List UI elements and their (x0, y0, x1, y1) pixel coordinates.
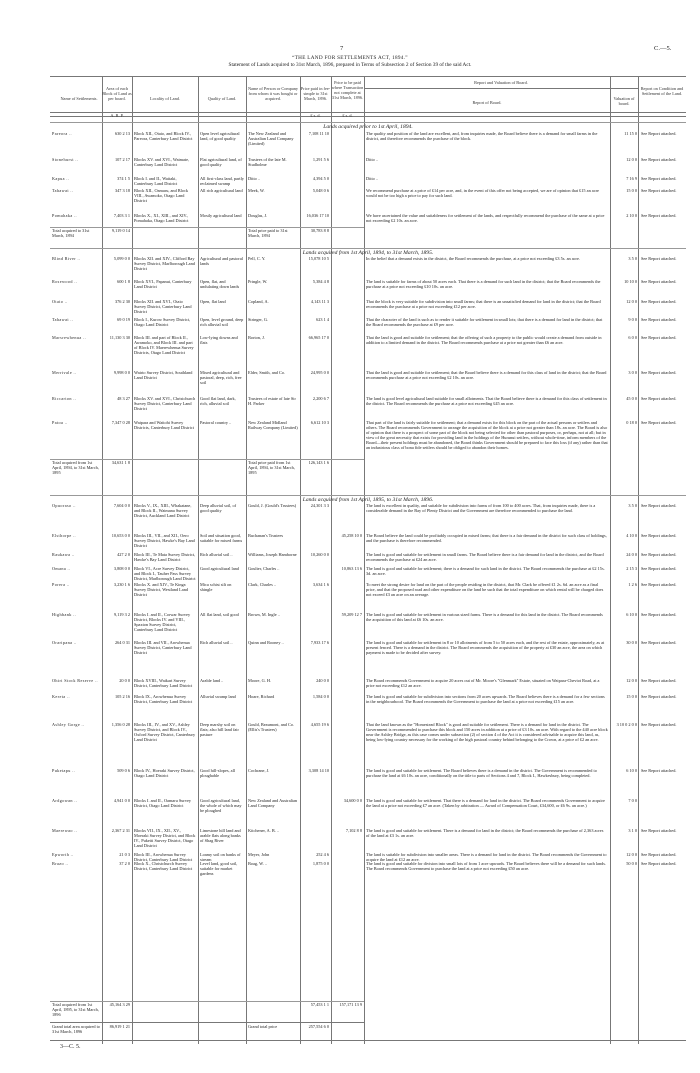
cell-name: Maerewao .. (52, 828, 78, 833)
cell-valuation: 3 1 0 (628, 828, 637, 833)
cell-valuation: 1 2 6 (628, 582, 637, 587)
cell-name: Ohiri Stock Reserve .. (52, 678, 98, 683)
cell-remarks: See Report attached. (641, 157, 677, 162)
cell-locality: Block X., Christchurch Survey District, Canterbury Land District (134, 861, 193, 872)
cell-remarks: See Report attached. (641, 852, 677, 857)
cell-valuation: 10 10 0 (624, 279, 637, 284)
cell-valuation: 2 10 0 (626, 213, 637, 218)
cell-owner: Buchanan's Trustees (248, 533, 284, 538)
cell-name: Otaio .. (52, 299, 68, 304)
grand-total-price: 257,554 6 0 (308, 1024, 329, 1029)
cell-remarks: See Report attached. (641, 566, 677, 571)
cell-name: Ardgowan .. (52, 798, 78, 803)
cell-locality: Block III., Te Mata Survey District, Hawke's Bay Land District (134, 552, 196, 563)
total-label: Total acquired from 1st April, 1895, to 31st March, 1896 (52, 1002, 99, 1018)
cell-remarks: See Report attached. (641, 317, 677, 322)
cell-owner: Borton, J. (248, 335, 265, 340)
cell-locality: Blocks III., IV., and XV., Ashley Survey District, and Block IV., Oxford Survey District, Canterbury Land District (134, 722, 196, 743)
cell-area: 5,099 0 0 (113, 256, 130, 261)
column-header-topay: Price to be paid where Transaction not complete at 31st March, 1896. (331, 80, 364, 101)
cell-owner: Moore, G. H. (248, 678, 272, 683)
cell-owner: Meek, W. (248, 188, 265, 193)
cell-owner: Trustees of estate of late Sir H. Parker (248, 396, 296, 407)
cell-owner: Trustees of the late M. Studholme (248, 157, 287, 168)
cell-locality: Blocks I. and II., Oamaru Survey District, Otago Land District (134, 798, 192, 809)
cell-owner: Stringer, G. (248, 317, 268, 322)
cell-area: 105 2 16 (114, 694, 130, 699)
cell-report: Ditto .. (366, 176, 379, 181)
cell-owner: Gould, J. (Gould's Trustees) (248, 503, 297, 508)
cell-name: Oraripana .. (52, 640, 77, 645)
cell-area: 2,367 2 31 (111, 828, 130, 833)
cell-area: 48 3 27 (117, 396, 130, 401)
cell-name: Kapua .. (52, 176, 70, 181)
cell-quality: Limestone hill land and arable flats along banks of Shag River (200, 828, 241, 844)
cell-remarks: See Report attached. (641, 582, 677, 587)
cell-locality: Blocks V., IX., XIII., Whakatane, and Block II., Waimana Survey District, Auckland Land District (134, 503, 192, 519)
section-rule (50, 248, 686, 249)
cell-valuation: 6 10 0 (626, 612, 637, 617)
total-area: 45,164 3 29 (109, 1002, 130, 1007)
cell-price: 16,036 17 10 (306, 213, 329, 218)
total-rule (50, 227, 364, 228)
cell-valuation: 15 0 0 (626, 694, 637, 699)
cell-quality: Agricultural and pastoral lands (200, 256, 243, 267)
cell-report: That part of the land is fairly suitable for settlement; that a demand exists for this block on the part of the actual persons or settlers and others. The Board recommends Government to arrange the acquisition of the block at a price not greater than 18s. an acre. The Board is also of opinion that there is a prospect of some part of the block not being selected for other than pastoral purposes, or, perhaps, not at all; but in view of the great necessity that exists for providing land in the holdings of the Hurunui settlers, without whole-time, inform members of the Board—their present holdings must be abandoned, the Board thinks Government should be prepared to face this loss (if any) rather than that an industrious class of bona fide settlers should be obliged to abandon their homes. (366, 420, 608, 451)
cell-owner: Pringle, W. (248, 279, 268, 284)
cell-name: Marsrewhenua .. (52, 335, 87, 340)
cell-report: The land is good and suitable for settlement in 8 or 10 allotments of from 5 to 50 acres each, and the rest of the estate, approximately, as at present fenced. There is a demand in the district. The Board recommends the acquisition of the property at £30 an acre, the area on which payment is made to be decided after survey. (366, 640, 605, 656)
cell-name: Raukawa .. (52, 552, 75, 557)
cell-price: 5,048 0 6 (312, 188, 329, 193)
cell-price: 10,260 0 0 (310, 552, 329, 557)
total-label: Total acquired to 31st March, 1894 (52, 228, 90, 239)
cell-name: Highbank .. (52, 612, 77, 617)
cell-report: That the block is very suitable for subdivision into small farms; that there is an unsatisfied demand for land in the district; that the Board recommends the purchase at a price not exceeding £12 per acre. (366, 299, 601, 310)
cell-valuation: 12 0 0 (626, 157, 637, 162)
cell-remarks: See Report attached. (641, 279, 677, 284)
grand-total-rule (50, 1022, 364, 1023)
column-header-report: Report of Board. (472, 100, 502, 105)
cell-quality: Arable land .. (200, 678, 224, 683)
column-header-area: Area of each Block of Land as per board. (102, 86, 132, 102)
cell-owner: The New Zealand and Australian Land Company (Limited) (248, 131, 294, 147)
cell-quality: Flat agricultural land, of good quality (200, 157, 242, 168)
cell-locality: Block III. and part of Block II., Awamoko, and Block III. and part of Block IV. Maerewhenua Survey Districts, Otago Land District (134, 335, 194, 356)
cell-price: 3,634 1 6 (312, 582, 329, 587)
cell-quality: Level land, good soil, suitable for market gardens (200, 861, 238, 877)
cell-locality: Block XII., Otaio, and Block IV., Pareora, Canterbury Land District (134, 131, 193, 142)
cell-remarks: See Report attached. (641, 678, 677, 683)
cell-name: Riccarton .. (52, 396, 77, 401)
cell-owner: New Zealand and Australian Land Company (248, 798, 298, 809)
cell-owner: Douglas, J. (248, 213, 268, 218)
section-heading: Lands acquired from 1st April, 1895, to 31st March, 1896. (302, 497, 434, 503)
cell-report: The land is good and suitable for settlement. The Board believes there is a demand in the district. The Government is recommended to purchase the land at £6 10s. an acre, conditionally on the title to parts of Sections 4 and 7, Block I., Hawkesbury, being completed. (366, 768, 597, 779)
cell-report: The land is suitable for subdivision into smaller areas. There is a demand for land in the district. The Board recommends the Government to acquire the land at £12 an acre. (366, 852, 607, 863)
cell-locality: Block XVI., Papanui, Canterbury Land District (134, 279, 192, 290)
cell-valuation: 3 5 0 (628, 503, 637, 508)
cell-remarks: See Report attached. (641, 131, 677, 136)
cell-name: Omana .. (52, 566, 71, 571)
cell-area: 1,356 0 28 (111, 722, 130, 727)
cell-topay: 10,863 13 6 (341, 566, 362, 571)
cell-price: 24,301 3 3 (310, 503, 329, 508)
cell-price: 240 0 0 (316, 678, 329, 683)
total-price-label: Total price paid from 1st April, 1894, to 31st March, 1895 (248, 460, 295, 476)
cell-valuation: 45 0 0 (626, 396, 637, 401)
cell-remarks: See Report attached. (641, 694, 677, 699)
cell-remarks: See Report attached. (641, 370, 677, 375)
cell-valuation: 50 0 0 (626, 861, 637, 866)
grand-total-area: 86,919 1 21 (109, 1024, 130, 1029)
cell-remarks: See Report attached. (641, 828, 677, 833)
cell-locality: Blocks X., XI., XIII., and XIV., Pomahaka, Otago Land District (134, 213, 189, 224)
cell-price: 3,308 14 10 (308, 768, 329, 773)
cell-quality: Mica schist silt on shingle (200, 582, 232, 593)
cell-name: Merrivale .. (52, 370, 77, 375)
cell-name: Blind River .. (52, 256, 81, 261)
cell-remarks: See Report attached. (641, 533, 677, 538)
cell-report: To meet the strong desire for land on the part of the people residing in the district, that Mr. Clark be offered £1 2s. 6d. an acre as a final price, and that the proposed road and other expenditure on the land be such that the total expenditure on which rental will be charged does not exceed £3 an acre on an average. (366, 582, 604, 598)
cell-valuation: 24 0 0 (626, 552, 637, 557)
cell-owner: Copland, A. (248, 299, 269, 304)
cell-area: 20 0 0 (119, 678, 130, 683)
cell-price: 4,143 11 3 (310, 299, 329, 304)
cell-remarks: See Report attached. (641, 335, 677, 340)
cell-area: 630 2 13 (114, 131, 130, 136)
cell-locality: Block VI., Acre Survey District, and Block I., Tauher Pass Survey District, Marlborough Land District (134, 566, 196, 582)
cell-topay: 34,600 0 0 (343, 798, 362, 803)
cell-area: 376 2 30 (114, 299, 130, 304)
cell-owner: Kitchener, A. B. .. (248, 828, 280, 833)
cell-locality: Block XVIII., Waikari Survey District, Canterbury Land District (134, 678, 193, 689)
cell-locality: Blocks XV. and XVI., Christchurch Survey District, Canterbury Land District (134, 396, 196, 412)
cell-name: Stonehurst .. (52, 157, 79, 162)
cell-quality: Open, flat, and undulating down lands (200, 279, 240, 290)
cell-owner: New Zealand Midland Railway Company (Limited) (248, 420, 298, 431)
cell-price: 1,584 0 0 (312, 694, 329, 699)
cell-name: Pareora .. (52, 131, 72, 136)
cell-report: That the land is good and suitable for settlement; that the offering of such a property to the public would create a demand from outside in addition to a limited demand in the district. The Board recommends purchase at a price not greater than £6 an acre. (366, 335, 602, 346)
cell-report: That the land is good and suitable for settlement; that the Board believe there is a demand for this class of land in the district; that the Board recommends purchase at a price not exceeding £2 10s. an acre. (366, 370, 607, 381)
cell-name: Ashley Gorge .. (52, 722, 85, 727)
total-rule (50, 459, 364, 460)
cell-valuation: 6 10 0 (626, 768, 637, 773)
cell-quality: Good hill-slopes, all ploughable (200, 768, 235, 779)
cell-quality: Soil and situation good, suitable for mixed farms (200, 533, 243, 544)
cell-report: The land is good and suitable for settlement. That there is a demand for land in the district. The Board recommends Government to acquire the land at a price not exceeding £7 an acre. (Taken by arbitration — Award of Compensation Court, £34,600, or £6 9s. an acre.) (366, 798, 605, 809)
cell-name: Tahawai .. (52, 188, 74, 193)
section-heading: Lands acquired prior to 1st April, 1894. (323, 124, 413, 130)
cell-report: The quality and position of the land are excellent, and, from inquiries made, the Board believe there is a demand for small farms in the district, and therefore recommends the purchase of the block. (366, 131, 598, 142)
cell-locality: Block I., Kurow Survey District, Otago Land District (134, 317, 191, 328)
total-price: 30,783 8 8 (310, 228, 329, 233)
section-rule (50, 495, 686, 496)
cell-report: We have ascertained the value and suitableness for settlement of the lands, and respectfully recommend the purchase of the same at a price not exceeding £2 10s. an acre. (366, 213, 605, 224)
cell-price: 2,200 6 7 (312, 396, 329, 401)
cell-area: 21 0 3 (119, 852, 130, 857)
cell-owner: Williams, Joseph Hamborne (248, 552, 297, 557)
cell-area: 69 0 19 (117, 317, 130, 322)
cell-report: That the land known as the "Homestead Block" is good and suitable for settlement. There is a demand for land in the district. The Government is recommended to purchase this block and 150 acres in addition at a price of £3 10s. an acre. With regard to the 440 acre block near the Ashley Bridge, as this case comes under subsection (2) of section 4 of the Act it is considered advisable to acquire this land, as, being low-lying country necessary for the working of the high pastoral country behind belonging to the Crown, at a price of £2 an acre. (366, 722, 608, 743)
cell-area: 11,130 3 30 (109, 335, 130, 340)
cell-area: 509 0 6 (117, 768, 130, 773)
cell-valuation: 12 0 0 (626, 678, 637, 683)
cell-quality: All rich agricultural land (200, 188, 243, 193)
document-subtitle: Statement of Lands acquired to 31st March, 1896, prepared in Terms of Subsection 2 of Section 39 of the said Act. (228, 62, 472, 68)
cell-owner: Ditto .. (248, 176, 261, 181)
cell-quality: Open level agricultural land, of good quality (200, 131, 240, 142)
cell-valuation: 12 0 0 (626, 852, 637, 857)
cell-quality: Deep alluvial soil, of good quality (200, 503, 237, 514)
cell-name: Porera .. (52, 582, 70, 587)
cell-valuation: 30 0 0 (626, 640, 637, 645)
cell-name: Puketapu .. (52, 768, 76, 773)
cell-quality: Open, level ground, deep rich alluvial soil (200, 317, 244, 328)
cell-locality: Blocks III., VII., and XII., Oero Survey District, Hawke's Bay Land District (134, 533, 195, 549)
cell-valuation: 4 10 0 (626, 533, 637, 538)
cell-quality: Open, flat land (200, 299, 226, 304)
cell-locality: Blocks III. and VII., Arowhenua Survey District, Canterbury Land District (134, 640, 192, 656)
cell-owner: Goulter, Charles .. (248, 566, 280, 571)
cell-report: The land is good level agricultural land suitable for small allotments. That the Board believe there is a demand for this class of settlement in the district. The Board recommends the purchase at a price not exceeding £45 an acre. (366, 396, 607, 407)
cell-price: 252 4 6 (316, 852, 329, 857)
cell-report: The land is good and suitable for subdivision into sections from 20 acres upwards. The Board believes there is a demand for a few sections in the neighbourhood. The Board recommends the Government to purchase the land at a price not exceeding £15 an acre. (366, 694, 605, 705)
cell-quality: Good flat land, dark, rich, alluvial soil (200, 396, 236, 407)
cell-quality: Loamy soil on banks of stream (200, 852, 241, 863)
cell-valuation: 0 18 0 (626, 420, 637, 425)
cell-valuation: 12 0 0 (626, 299, 637, 304)
cell-report: We recommend purchase at a price of £14 per acre, and, in the event of this offer not being accepted, we are of opinion that £15 an acre would not be too high a price to pay for such land. (366, 188, 599, 199)
cell-quality: Mixed agricultural and pastoral, deep, rich, free soil (200, 370, 242, 386)
cell-area: 600 1 8 (117, 279, 130, 284)
cell-area: 7,604 0 0 (113, 503, 130, 508)
cell-valuation: 11 15 0 (624, 131, 637, 136)
cell-locality: Blocks XII. and XVI., Otaio Survey District, Canterbury Land District (134, 299, 192, 315)
cell-valuation: 2 15 3 (626, 566, 637, 571)
cell-valuation: 9 0 0 (628, 317, 637, 322)
cell-quality: Deep marshy soil on flats; also hill land fair pasture (200, 722, 239, 738)
cell-report: The land is suitable for farms of about 50 acres each. That there is a demand for such land in the district; that the Board recommends the purchase at a price not exceeding £10 10s. an acre. (366, 279, 601, 290)
cell-area: 4,941 0 0 (113, 798, 130, 803)
cell-quality: All first-class land, partly reclaimed swamp (200, 176, 244, 187)
cell-quality: Mostly agricultural land (200, 213, 242, 218)
cell-area: 7,347 0 28 (111, 420, 130, 425)
cell-price: 1,291 5 6 (312, 157, 329, 162)
cell-owner: Meyer, John (248, 852, 270, 857)
units-area: A. R. P. (110, 113, 124, 118)
cell-price: 1,875 0 0 (312, 861, 329, 866)
cell-locality: Blocks VII., IX., XII., XV., Moeraki Survey District, and Block IV., Pukeiti Survey District, Otago Land District (134, 828, 196, 849)
cell-area: 3,808 0 0 (113, 566, 130, 571)
cell-locality: Block IX., Arowhenua Survey District, Canterbury Land District (134, 694, 193, 705)
total-area: 9,119 0 14 (111, 228, 130, 233)
cell-report: The land is good and suitable for settlement; there is a demand for such land in the district. The Board recommends the purchase at £2 15s. 3d. an acre. (366, 566, 605, 577)
total-price: 126,143 1 6 (308, 460, 329, 465)
column-header-valuation: Valuation of board. (613, 96, 635, 107)
cell-remarks: See Report attached. (641, 299, 677, 304)
grand-total-label: Grand total area acquired to 31st March, 1896 (52, 1024, 100, 1035)
column-header-name: Name of Settlements. (60, 96, 98, 101)
cell-owner: Brown, M. Ingle .. (248, 612, 280, 617)
cell-valuation: 7 16 9 (626, 176, 637, 181)
cell-report: In the belief that a demand exists in the district, the Board recommends the purchase, at a price not exceeding £3 5s. an acre. (366, 256, 580, 261)
cell-locality: Blocks X. and XIV., Te Kinga Survey District, Westland Land District (134, 582, 188, 598)
cell-price: 7,933 17 6 (310, 640, 329, 645)
cell-quality: All flat land, soil good (200, 612, 239, 617)
cell-valuation: 3 0 0 (628, 370, 637, 375)
document-title: “THE LAND FOR SETTLEMENTS ACT, 1894.” (292, 55, 408, 61)
cell-topay: 59,209 12 7 (341, 612, 362, 617)
cell-owner: Boag, W. .. (248, 861, 268, 866)
cell-owner: Clark, Charles .. (248, 582, 277, 587)
cell-report: The land is excellent in quality, and suitable for subdivision into farms of from 100 to 400 acres. That, from inquiries made, there is a considerable demand in the Bay of Plenty District and the Government are therefore recommended to purchase the land. (366, 503, 596, 514)
cell-area: 9,119 3 2 (114, 612, 130, 617)
cell-quality: Alluvial swamp land (200, 694, 236, 699)
total-price-label: Total price paid to 31st March, 1894 (248, 228, 288, 239)
cell-locality: Blocks I. and II., Corwar Survey District, Blocks IV. and VIII., Spaxton Survey District, Canterbury Land District (134, 612, 191, 633)
cell-quality: Rich alluvial soil .. (200, 552, 233, 557)
cell-locality: Block III., Arowhenua Survey District, Canterbury Land District (134, 852, 193, 863)
cell-name: Opuoraso .. (52, 503, 76, 508)
cell-name: Kereta .. (52, 694, 70, 699)
cell-locality: Block IV., Hoeraki Survey District, Otago Land District (134, 768, 195, 779)
cell-report: The land is good and suitable for settlement. There is a demand for land in the district; the Board recommends the purchase of 2,363 acres of the land at £3 1s. an acre. (366, 828, 604, 839)
cell-valuation: 15 0 0 (626, 188, 637, 193)
cell-price: 7,108 11 10 (308, 131, 329, 136)
cell-topay: 45,258 10 0 (341, 533, 362, 538)
cell-remarks: See Report attached. (641, 420, 677, 425)
cell-name: Pomahaka .. (52, 213, 77, 218)
cell-topay: 7,102 8 8 (345, 828, 362, 833)
cell-area: 7,403 3 1 (113, 213, 130, 218)
cell-owner: Hoare, Richard (248, 694, 275, 699)
cell-quality: Rich alluvial soil .. (200, 640, 233, 645)
cell-remarks: See Report attached. (641, 612, 677, 617)
cell-area: 264 0 31 (114, 640, 130, 645)
cell-name: Rosewood .. (52, 279, 78, 284)
total-area: 34,631 1 8 (111, 460, 130, 465)
cell-remarks: See Report attached. (641, 188, 677, 193)
cell-area: 107 2 17 (114, 157, 130, 162)
cell-report: That the character of the land is such as to render it suitable for settlement in small lots; that there is a demand for land in the district; that the Board recommends the purchase at £9 per acre. (366, 317, 603, 328)
column-header-remarks: Report on Condition and Settlement of the Land. (640, 86, 684, 97)
cell-report: The land is good and suitable for division into small lots of from 1 acre upwards. The Board believes there will be a demand for such lands. The Board recommends Government to purchase the land at a price not exceeding £50 an acre. (366, 861, 607, 872)
cell-quality: Good agricultural land (200, 566, 239, 571)
cell-locality: Wairio Survey District, Southland Land District (134, 370, 193, 381)
cell-area: 37 2 0 (119, 861, 130, 866)
cell-quality: Low-lying downs and flats (200, 335, 238, 346)
cell-report: The Board believe the land could be profitably occupied in mixed farms; that there is a fair demand in the district for such class of holdings, and the purchase is therefore recommended. (366, 533, 607, 544)
cell-locality: Block I. and II., Waitaki, Canterbury Land District (134, 176, 178, 187)
cell-price: 623 1 4 (316, 317, 329, 322)
cell-owner: Quinn and Rooney .. (248, 640, 284, 645)
document-reference: C.—5. (654, 45, 672, 52)
cell-owner: Cochrane, J. (248, 768, 270, 773)
total-topay: 157,171 13 9 (339, 1002, 362, 1007)
column-header-owner: Name of Person or Company from whom it was bought or acquired. (247, 86, 299, 102)
cell-remarks: See Report attached. (641, 640, 677, 645)
cell-price: 4,394 5 0 (312, 176, 329, 181)
cell-report: The land is good and suitable for settlement in various sized farms. There is a demand for this land in the district. The Board recommends the acquisition of this land at £6 10s. an acre. (366, 612, 603, 623)
cell-owner: Gould, Beaumont, and Co. (Ellis's Trustees) (248, 722, 295, 733)
cell-locality: Waipara and Waitohi Survey Districts, Canterbury Land District (134, 420, 194, 431)
cell-valuation: 3 5 0 (628, 256, 637, 261)
section-rule (50, 122, 686, 123)
cell-area: 427 2 0 (117, 552, 130, 557)
cell-report: The land is good and suitable for settlement in small farms. The Board believe there is a fair demand for land in the district, and the Board recommends the purchase at £24 an acre. (366, 552, 604, 563)
grand-total-price-label: Grand total price (248, 1024, 278, 1029)
cell-remarks: See Report attached. (641, 396, 677, 401)
cell-name: Brazo .. (52, 861, 69, 866)
cell-area: 10,653 0 0 (111, 533, 130, 538)
column-header-report-group: Report and Valuation of Board. (474, 80, 528, 85)
column-header-price: Price paid in fee-simple to 31st March, 1896. (300, 86, 331, 102)
cell-locality: Blocks XV. and XVI., Waimate, Canterbury Land District (134, 157, 190, 168)
cell-price: 15,078 10 5 (308, 256, 329, 261)
cell-price: 5,384 4 8 (312, 279, 329, 284)
cell-report: Ditto .. (366, 157, 379, 162)
cell-area: 374 1 5 (117, 176, 130, 181)
cell-quality: Pastoral country .. (200, 420, 232, 425)
cell-quality: Good agricultural land, the whole of which may be ploughed (200, 798, 242, 814)
total-rule (50, 1001, 364, 1002)
cell-price: 66,965 17 0 (308, 335, 329, 340)
cell-area: 9,998 0 0 (113, 370, 130, 375)
cell-area: 3,230 1 6 (113, 582, 130, 587)
cell-valuation: 6 0 0 (628, 335, 637, 340)
cell-remarks: See Report attached. (641, 722, 677, 727)
total-label: Total acquired from 1st April, 1894, to 31st March, 1895 (52, 460, 99, 476)
cell-remarks: See Report attached. (641, 861, 677, 866)
cell-price: 6,612 10 3 (310, 420, 329, 425)
column-header-locality: Locality of Land. (150, 96, 180, 101)
cell-report: The Board recommends Government to acquire 20 acres out of Mr. Moore's "Glenmark" Estate, situated on Waipara-Cheviot Road, at a price not exceeding £12 an acre. (366, 678, 600, 689)
cell-remarks: See Report attached. (641, 256, 677, 261)
cell-valuation: 7 0 0 (628, 798, 637, 803)
units-topay: £ s. d. (342, 113, 353, 118)
units-price: £ s. d. (310, 113, 321, 118)
section-heading: Lands acquired from 1st April, 1894, to 31st March, 1895. (302, 250, 434, 256)
cell-remarks: See Report attached. (641, 768, 677, 773)
page-number: 7 (340, 45, 344, 52)
cell-remarks: See Report attached. (641, 213, 677, 218)
cell-locality: Blocks XII. and XIV., Clifford Bay Survey District, Marlborough Land District (134, 256, 195, 272)
cell-area: 347 3 18 (114, 188, 130, 193)
cell-remarks: See Report attached. (641, 552, 677, 557)
page-footer: 3—C. 5. (60, 1044, 81, 1050)
cell-valuation: 3 10 0 2 0 0 (616, 722, 637, 727)
cell-price: 24,995 0 0 (310, 370, 329, 375)
column-header-quality: Quality of Land. (207, 96, 237, 101)
total-price: 57,453 1 1 (310, 1002, 329, 1007)
cell-name: Epworth .. (52, 852, 74, 857)
cell-remarks: See Report attached. (641, 503, 677, 508)
cell-name: Elsthorpe .. (52, 533, 76, 538)
cell-name: Patoa .. (52, 420, 68, 425)
cell-price: 4,655 19 6 (310, 722, 329, 727)
cell-remarks: See Report attached. (641, 176, 677, 181)
cell-owner: Pell, C. Y. (248, 256, 266, 261)
cell-locality: Block XII., Oamaru, and Block VIII., Awamoko, Otago Land District (134, 188, 189, 204)
cell-owner: Elder, Smith, and Co. (248, 370, 286, 375)
cell-name: Tahawai .. (52, 317, 74, 322)
